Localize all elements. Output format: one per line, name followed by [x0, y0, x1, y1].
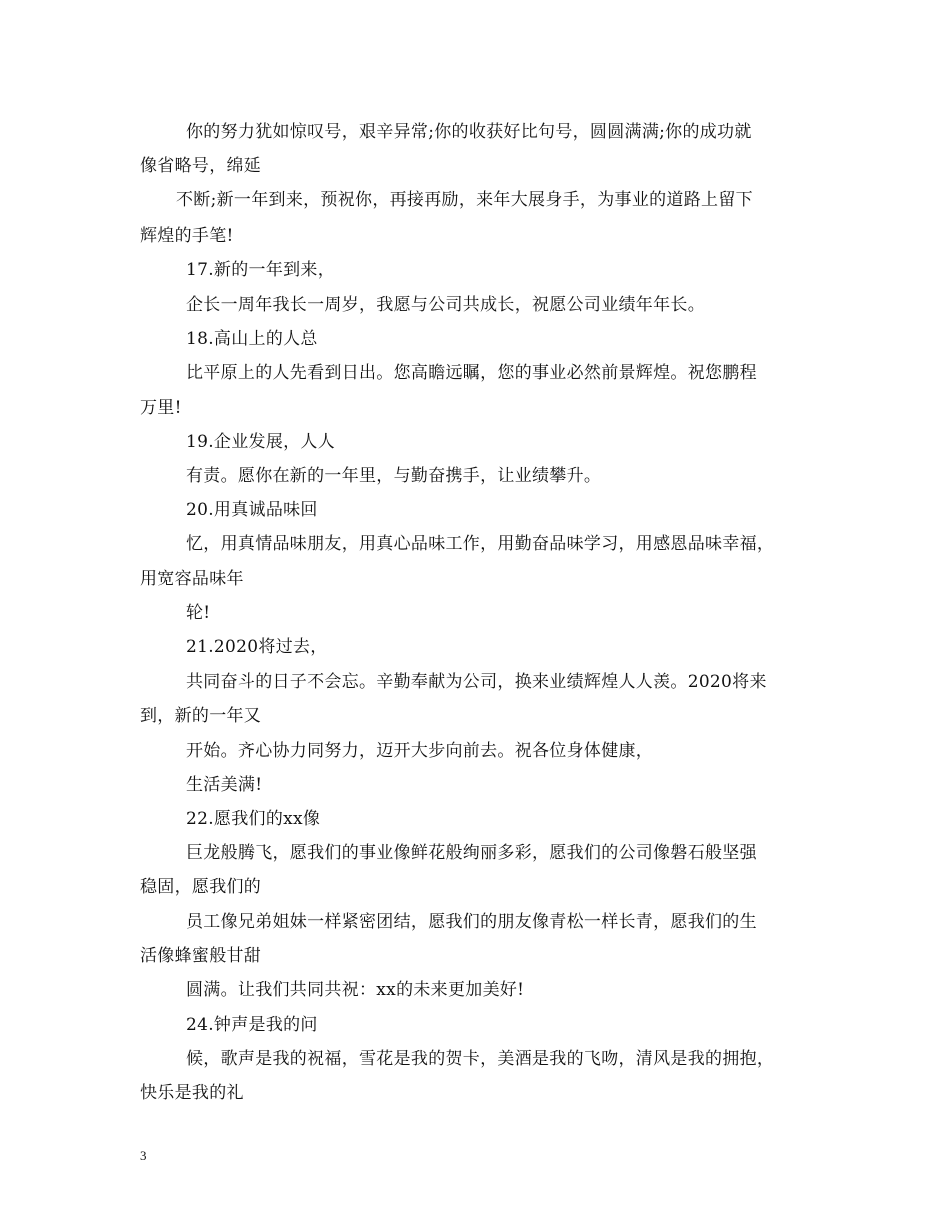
list-item-heading: 21.2020将过去，	[186, 637, 328, 657]
list-item-heading: 22.愿我们的xx像	[186, 809, 321, 829]
text-line: 共同奋斗的日子不会忘。辛勤奉献为公司，换来业绩辉煌人人羡。2020将来	[186, 672, 767, 692]
list-item-heading: 17.新的一年到来，	[186, 260, 336, 280]
text-line: 比平原上的人先看到日出。您高瞻远瞩，您的事业必然前景辉煌。祝您鹏程	[186, 363, 757, 383]
text-line: 忆，用真情品味朋友，用真心品味工作，用勤奋品味学习，用感恩品味幸福，	[186, 534, 775, 554]
text-line: 轮!	[186, 603, 211, 623]
text-line: 快乐是我的礼	[140, 1083, 244, 1103]
text-line: 开始。齐心协力同努力，迈开大步向前去。祝各位身体健康，	[186, 741, 654, 761]
text-line: 企长一周年我长一周岁，我愿与公司共成长，祝愿公司业绩年年长。	[186, 295, 705, 315]
text-line: 有责。愿你在新的一年里，与勤奋携手，让业绩攀升。	[186, 466, 602, 486]
text-line: 候，歌声是我的祝福，雪花是我的贺卡，美酒是我的飞吻，清风是我的拥抱，	[186, 1049, 775, 1069]
list-item-heading: 20.用真诚品味回	[186, 500, 318, 520]
page-number: 3	[140, 1148, 147, 1163]
text-line: 辉煌的手笔!	[140, 226, 234, 246]
text-line: 万里!	[140, 398, 182, 418]
text-line: 到，新的一年又	[140, 706, 262, 726]
text-line: 生活美满!	[186, 775, 263, 795]
text-line: 圆满。让我们共同共祝：xx的未来更加美好!	[186, 980, 525, 1000]
list-item-heading: 24.钟声是我的问	[186, 1015, 318, 1035]
text-line: 员工像兄弟姐妹一样紧密团结，愿我们的朋友像青松一样长青，愿我们的生	[186, 912, 757, 932]
list-item-heading: 18.高山上的人总	[186, 329, 318, 349]
text-line: 稳固，愿我们的	[140, 877, 262, 897]
text-line: 活像蜂蜜般甘甜	[140, 946, 262, 966]
text-line: 用宽容品味年	[140, 569, 244, 589]
text-line: 像省略号，绵延	[140, 156, 262, 176]
text-line: 不断;新一年到来，预祝你，再接再励，来年大展身手，为事业的道路上留下	[176, 190, 753, 210]
text-line: 巨龙般腾飞，愿我们的事业像鲜花般绚丽多彩，愿我们的公司像磐石般坚强	[186, 843, 757, 863]
list-item-heading: 19.企业发展，人人	[186, 432, 336, 452]
text-line: 你的努力犹如惊叹号，艰辛异常;你的收获好比句号，圆圆满满;你的成功就	[186, 122, 752, 142]
